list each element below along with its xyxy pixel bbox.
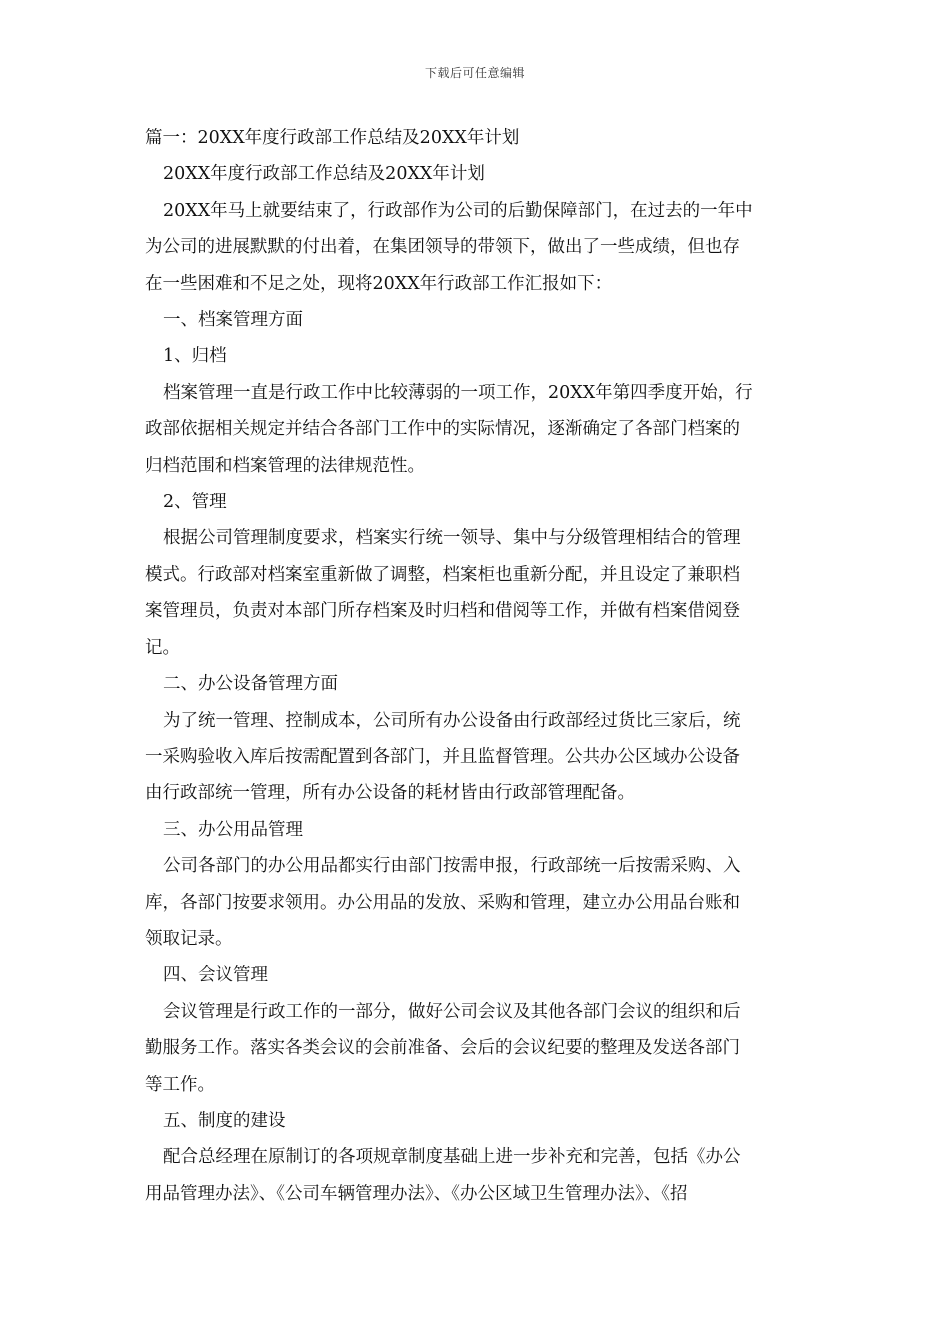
paragraph-line: 配合总经理在原制订的各项规章制度基础上进一步补充和完善，包括《办公: [163, 1147, 741, 1168]
paragraph-line: 会议管理是行政工作的一部分，做好公司会议及其他各部门会议的组织和后: [163, 1001, 741, 1022]
paragraph-line: 档案管理一直是行政工作中比较薄弱的一项工作，20XX年第四季度开始，行: [163, 382, 753, 403]
paragraph-line: 根据公司管理制度要求，档案实行统一领导、集中与分级管理相结合的管理: [163, 528, 741, 549]
paragraph-line: 领取记录。: [145, 928, 233, 949]
paragraph-line: 等工作。: [145, 1074, 215, 1095]
management-paragraph: [145, 520, 807, 666]
paragraph-line: 记。: [145, 637, 180, 658]
section-heading-office-supplies: 三、办公用品管理: [163, 819, 303, 840]
paragraph-line: 公司各部门的办公用品都实行由部门按需申报，行政部统一后按需采购、入: [163, 856, 741, 877]
section-heading-office-equipment: 二、办公设备管理方面: [163, 674, 338, 695]
office-supplies-paragraph: [145, 848, 807, 957]
section-heading-regulations: 五、制度的建设: [163, 1110, 286, 1131]
filing-paragraph: [145, 375, 807, 484]
document-body: [145, 120, 807, 1212]
paragraph-line: 归档范围和档案管理的法律规范性。: [145, 455, 425, 476]
regulations-paragraph: [145, 1139, 807, 1212]
paragraph-line: 为公司的进展默默的付出着，在集团领导的带领下，做出了一些成绩，但也存: [145, 237, 740, 258]
paragraph-line: 20XX年马上就要结束了，行政部作为公司的后勤保障部门，在过去的一年中: [163, 200, 753, 221]
paragraph-line: 用品管理办法》、《公司车辆管理办法》、《办公区域卫生管理办法》、《招: [145, 1183, 688, 1204]
paragraph-line: 勤服务工作。落实各类会议的会前准备、会后的会议纪要的整理及发送各部门: [145, 1038, 740, 1059]
paragraph-line: 模式。行政部对档案室重新做了调整，档案柜也重新分配，并且设定了兼职档: [145, 564, 740, 585]
subsection-heading-management: 2、管理: [163, 492, 227, 513]
document-subtitle: 20XX年度行政部工作总结及20XX年计划: [163, 164, 485, 185]
section-heading-archive: 一、档案管理方面: [163, 310, 303, 331]
paragraph-line: 一采购验收入库后按需配置到各部门，并且监督管理。公共办公区域办公设备: [145, 746, 740, 767]
paragraph-line: 在一些困难和不足之处，现将20XX年行政部工作汇报如下：: [145, 273, 613, 294]
intro-paragraph: [145, 193, 807, 302]
document-title: 篇一：20XX年度行政部工作总结及20XX年计划: [145, 128, 520, 148]
paragraph-line: 为了统一管理、控制成本，公司所有办公设备由行政部经过货比三家后，统: [163, 710, 741, 731]
paragraph-line: 案管理员，负责对本部门所存档案及时归档和借阅等工作，并做有档案借阅登: [145, 601, 740, 622]
header-note: 下载后可任意编辑: [424, 66, 525, 80]
section-heading-meetings: 四、会议管理: [163, 965, 268, 986]
paragraph-line: 政部依据相关规定并结合各部门工作中的实际情况，逐渐确定了各部门档案的: [145, 419, 740, 440]
office-equipment-paragraph: [145, 703, 807, 812]
subsection-heading-filing: 1、归档: [163, 346, 227, 367]
paragraph-line: 库，各部门按要求领用。办公用品的发放、采购和管理，建立办公用品台账和: [145, 892, 740, 913]
paragraph-line: 由行政部统一管理，所有办公设备的耗材皆由行政部管理配备。: [145, 783, 635, 804]
meetings-paragraph: [145, 994, 807, 1103]
